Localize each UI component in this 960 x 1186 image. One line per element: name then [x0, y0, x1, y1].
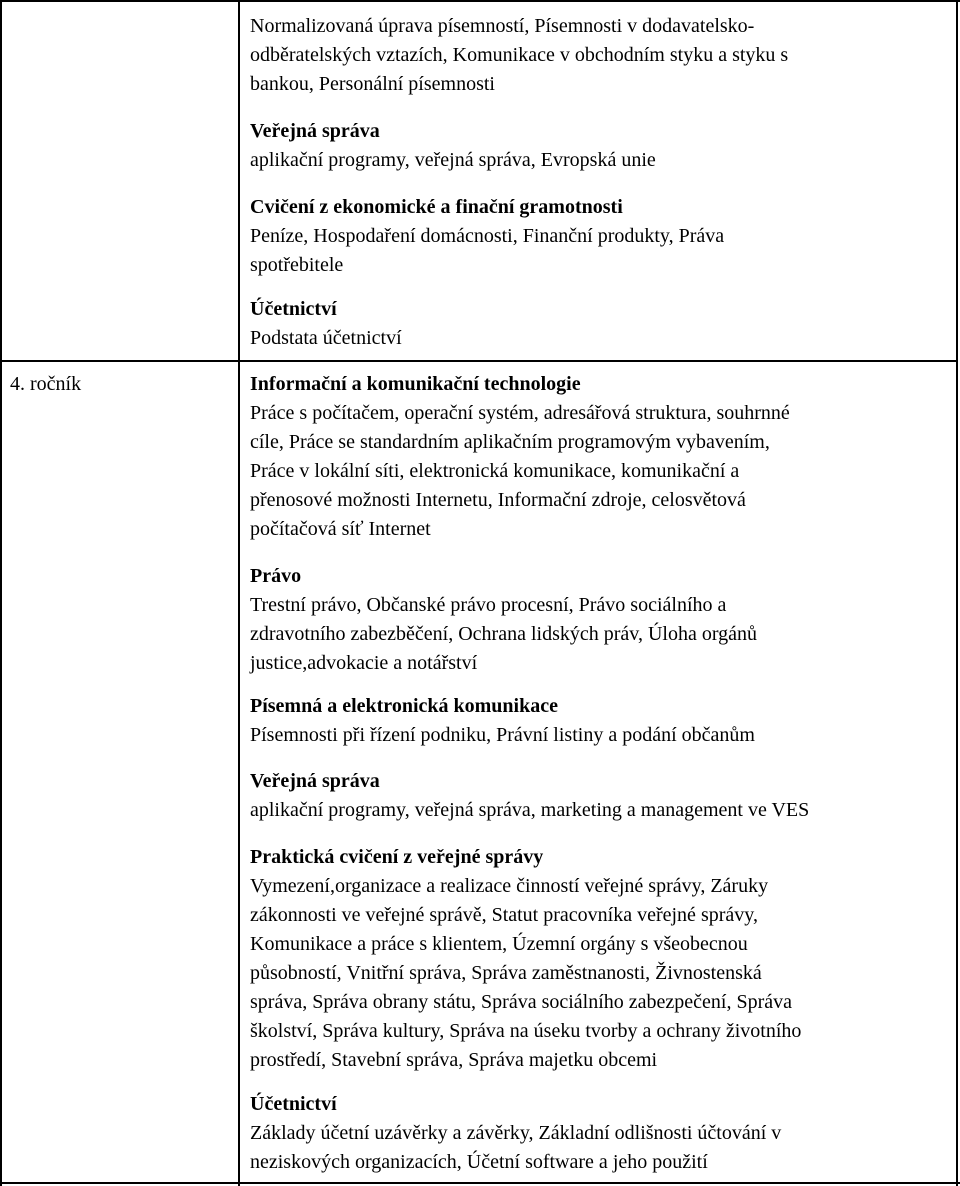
cell-heading: Praktická cvičení z veřejné správy — [250, 846, 544, 868]
cell-line: Komunikace a práce s klientem, Územní orgány s všeobecnou — [250, 933, 748, 955]
cell-line: odběratelských vztazích, Komunikace v obchodním styku a styku s — [250, 44, 789, 66]
year-label: 4. ročník — [10, 373, 82, 395]
table-column-divider — [238, 0, 240, 1186]
cell-line: bankou, Personální písemnosti — [250, 73, 495, 95]
cell-line: aplikační programy, veřejná správa, marketing a management ve VES — [250, 799, 810, 821]
cell-line: prostředí, Stavební správa, Správa majetku obcemi — [250, 1049, 658, 1071]
cell-heading: Právo — [250, 565, 302, 587]
content-cell — [250, 1090, 954, 1177]
content-cell — [250, 692, 954, 750]
cell-heading: Informační a komunikační technologie — [250, 373, 581, 395]
table-border-right — [956, 0, 958, 1186]
content-cell — [250, 12, 954, 99]
cell-line: Podstata účetnictví — [250, 327, 402, 349]
cell-line: justice,advokacie a notářství — [250, 652, 478, 674]
cell-heading: Cvičení z ekonomické a finační gramotnosti — [250, 196, 623, 218]
cell-line: Vymezení,organizace a realizace činností veřejné správy, Záruky — [250, 875, 769, 897]
content-cell — [250, 767, 954, 825]
cell-line: neziskových organizacích, Účetní software a jeho použití — [250, 1151, 708, 1173]
cell-line: cíle, Práce se standardním aplikačním programovým vybavením, — [250, 431, 770, 453]
content-cell — [250, 370, 954, 544]
table-border-bottom — [0, 1182, 960, 1184]
cell-line: Normalizovaná úprava písemností, Písemnosti v dodavatelsko- — [250, 15, 755, 37]
cell-line: zdravotního zabezběčení, Ochrana lidských práv, Úloha orgánů — [250, 623, 758, 645]
content-cell — [250, 193, 954, 280]
cell-line: spotřebitele — [250, 254, 344, 276]
cell-line: přenosové možnosti Internetu, Informační zdroje, celosvětová — [250, 489, 746, 511]
cell-line: školství, Správa kultury, Správa na úseku tvorby a ochrany životního — [250, 1020, 802, 1042]
cell-heading: Účetnictví — [250, 298, 337, 320]
cell-heading: Veřejná správa — [250, 770, 380, 792]
content-cell — [250, 562, 954, 678]
cell-line: počítačová síť Internet — [250, 518, 431, 540]
cell-heading: Písemná a elektronická komunikace — [250, 695, 558, 717]
table-border-left — [0, 0, 2, 1186]
content-cell — [250, 843, 954, 1075]
cell-line: Základy účetní uzávěrky a závěrky, Základní odlišnosti účtování v — [250, 1122, 782, 1144]
cell-line: Práce s počítačem, operační systém, adresářová struktura, souhrnné — [250, 402, 790, 424]
cell-line: Trestní právo, Občanské právo procesní, Právo sociálního a — [250, 594, 727, 616]
cell-line: Práce v lokální síti, elektronická komunikace, komunikační a — [250, 460, 740, 482]
cell-line: správa, Správa obrany státu, Správa sociálního zabezpečení, Správa — [250, 991, 793, 1013]
cell-line: působností, Vnitřní správa, Správa zaměstnanosti, Živnostenská — [250, 962, 762, 984]
cell-heading: Účetnictví — [250, 1093, 337, 1115]
cell-line: zákonnosti ve veřejné správě, Statut pracovníka veřejné správy, — [250, 904, 758, 926]
table-border-top — [0, 0, 960, 2]
content-cell — [250, 295, 954, 353]
content-cell — [250, 117, 954, 175]
cell-line: Peníze, Hospodaření domácnosti, Finanční produkty, Práva — [250, 225, 725, 247]
cell-heading: Veřejná správa — [250, 120, 380, 142]
table-row-divider — [0, 360, 958, 362]
cell-line: Písemnosti při řízení podniku, Právní listiny a podání občanům — [250, 724, 755, 746]
cell-line: aplikační programy, veřejná správa, Evropská unie — [250, 149, 656, 171]
